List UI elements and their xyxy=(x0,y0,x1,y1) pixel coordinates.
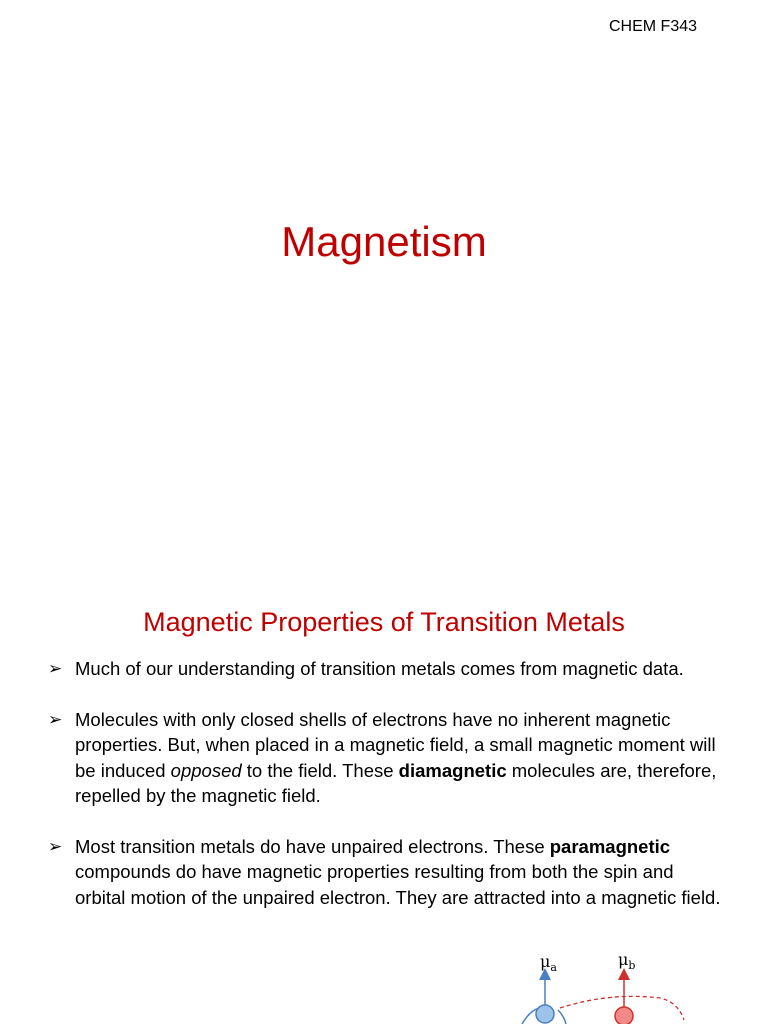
bullet-arrow-icon: ➢ xyxy=(48,709,63,729)
bullet-text: compounds do have magnetic properties resulting from both the spin and orbital motion of the unpaired electron. They are attracted into a magnetic field. xyxy=(75,861,721,908)
bullet-arrow-icon: ➢ xyxy=(48,836,63,856)
course-code: CHEM F343 xyxy=(609,18,698,35)
mu-b-label: $\mu_b$ xyxy=(618,950,636,973)
electron-b xyxy=(615,1007,633,1024)
slide-title: Magnetism xyxy=(281,218,487,265)
bullet-text: Most transition metals do have unpaired electrons. These xyxy=(75,835,550,857)
bullet-list xyxy=(48,656,728,935)
bullet-text: molecules are, therefore, repelled by the magnetic field. xyxy=(75,759,717,806)
orbit-path-blue xyxy=(558,1010,566,1024)
bullet-text: to the field. These xyxy=(241,759,399,781)
slide-subtitle: Magnetic Properties of Transition Metals xyxy=(143,607,625,637)
electron-a xyxy=(536,1005,554,1023)
bullet-item xyxy=(48,834,728,911)
bullet-text: Much of our understanding of transition metals comes from magnetic data. xyxy=(75,658,684,679)
emphasis-text: opposed xyxy=(170,759,242,781)
bullet-item xyxy=(48,707,728,809)
magnetic-moment-diagram xyxy=(510,950,710,1024)
term-paramagnetic: paramagnetic xyxy=(549,835,671,857)
bullet-arrow-icon: ➢ xyxy=(48,659,63,678)
bullet-text: Molecules with only closed shells of electrons have no inherent magnetic properties. But, when placed in a magnetic field, a small magnetic moment will be induced xyxy=(75,708,716,781)
mu-a-label: $\mu_a$ xyxy=(540,952,557,975)
bullet-item xyxy=(48,656,728,682)
term-diamagnetic: diamagnetic xyxy=(398,759,507,781)
